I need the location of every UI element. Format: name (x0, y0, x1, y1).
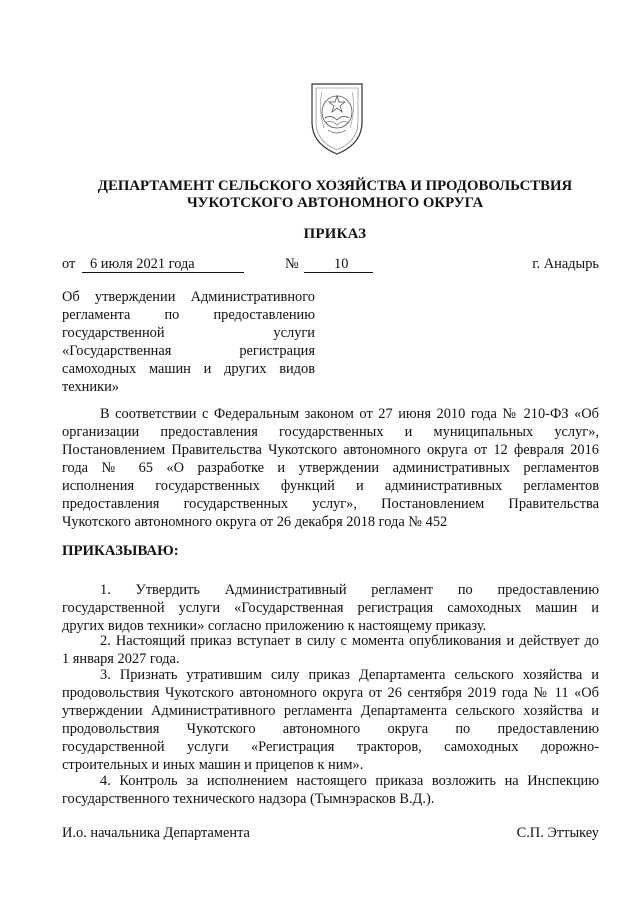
order-item-2 (62, 632, 599, 668)
intro-line: исполнения государственных функций и административных регламентов (62, 478, 599, 494)
item-line: государственного технического надзора (Тымнэрасков В.Д.). (62, 791, 435, 807)
item-line: продовольствия Чукотского автономного округа по предоставлению (62, 721, 599, 737)
document-city: г. Анадырь (532, 256, 599, 272)
intro-line: организации предоставления государственных и муниципальных услуг», (62, 424, 599, 440)
order-item-1 (62, 581, 599, 635)
order-heading: ПРИКАЗЫВАЮ: (62, 543, 179, 559)
intro-line: Постановлением Правительства Чукотского автономного округа от 12 февраля 2016 (62, 442, 599, 458)
item-line: продовольствия Чукотского автономного округа от 26 сентября 2019 года № 11 «Об (62, 685, 599, 701)
subject-line: регламента по предоставлению (62, 307, 315, 323)
intro-line: Чукотского автономного округа от 26 декабря 2018 года № 452 (62, 514, 448, 530)
subject-line: «Государственная регистрация (62, 343, 315, 359)
subject-line: Об утверждении Административного (62, 289, 315, 305)
signatory-position: И.о. начальника Департамента (62, 825, 250, 841)
order-item-3 (62, 666, 599, 774)
subject-line: государственной услуги (62, 325, 315, 341)
document-subject (62, 288, 315, 396)
intro-paragraph (62, 405, 599, 531)
subject-line: техники» (62, 379, 119, 395)
signatory-name: С.П. Эттыкеу (516, 825, 599, 841)
item-line: 4. Контроль за исполнением настоящего приказа возложить на Инспекцию (100, 773, 599, 789)
date-prefix: от (62, 256, 76, 272)
number-sign: № (285, 256, 299, 272)
item-line: 3. Признать утратившим силу приказ Департамента сельского хозяйства и (100, 667, 599, 683)
item-line: 1 января 2027 года. (62, 651, 180, 667)
item-line: 2. Настоящий приказ вступает в силу с момента опубликования и действует до (100, 633, 599, 649)
item-line: других видов техники» согласно приложению к настоящему приказу. (62, 618, 487, 634)
intro-line: года № 65 «О разработке и утверждении административных регламентов (62, 460, 599, 476)
document-number: 10 (334, 256, 349, 272)
document-date: 6 июля 2021 года (90, 256, 195, 272)
intro-line: предоставления государственных услуг», Постановлением Правительства (62, 496, 599, 512)
department-title-line1: ДЕПАРТАМЕНТ СЕЛЬСКОГО ХОЗЯЙСТВА И ПРОДОВОЛЬСТВИЯ (97, 178, 573, 194)
order-item-4 (62, 772, 599, 808)
item-line: государственной услуги «Регистрация тракторов, самоходных дорожно- (62, 739, 599, 755)
subject-line: самоходных машин и других видов (62, 361, 315, 377)
intro-line: В соответствии с Федеральным законом от 27 июня 2010 года № 210-ФЗ «Об (100, 406, 599, 422)
item-line: 1. Утвердить Административный регламент по предоставлению (100, 582, 599, 598)
coat-of-arms-icon (306, 78, 368, 158)
item-line: строительных и иных машин и прицепов к ним». (62, 757, 364, 773)
item-line: утверждении Административного регламента Департамента сельского хозяйства и (62, 703, 599, 719)
document-meta-row (62, 255, 599, 275)
item-line: государственной услуги «Государственная регистрация самоходных машин и (62, 600, 599, 616)
department-title-line2: ЧУКОТСКОГО АВТОНОМНОГО ОКРУГА (186, 195, 484, 211)
document-type: ПРИКАЗ (303, 226, 367, 242)
